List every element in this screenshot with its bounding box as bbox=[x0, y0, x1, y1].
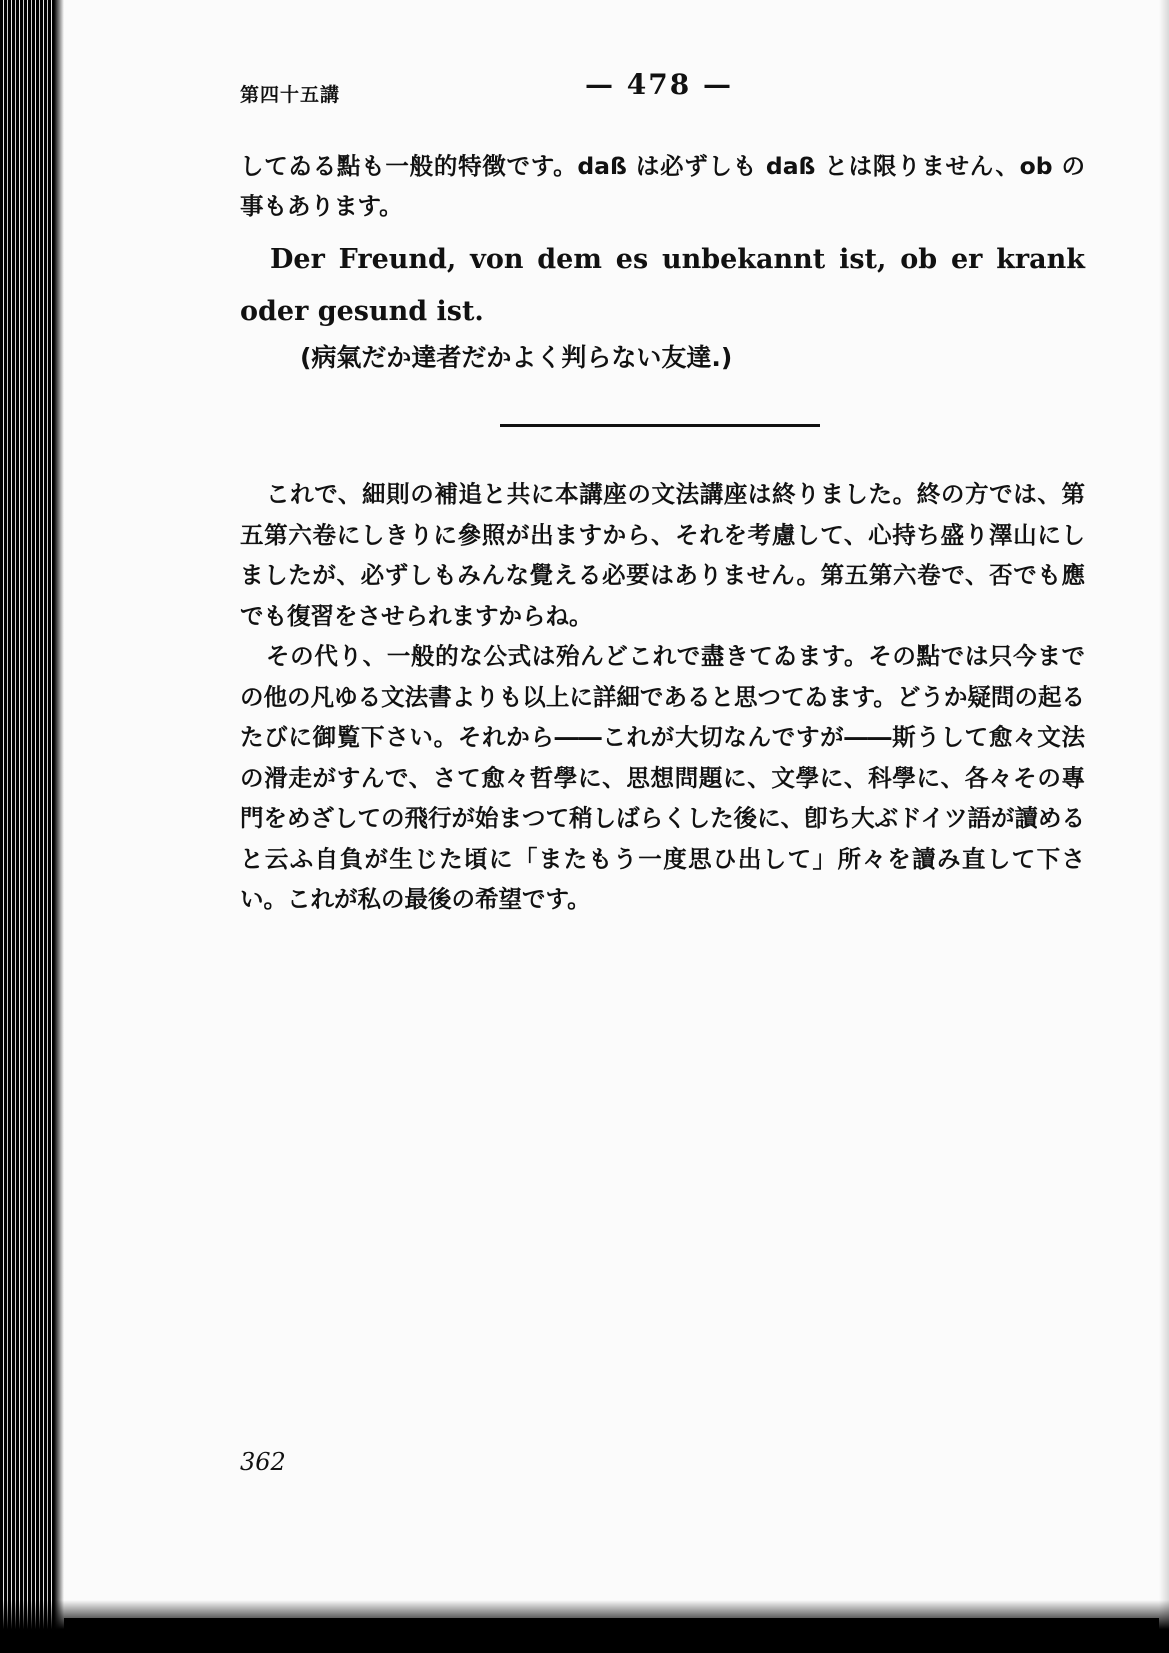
binding-gutter bbox=[0, 0, 60, 1653]
header-page-number: — 478 — bbox=[585, 68, 733, 101]
paragraph-2: これで、細則の補追と共に本講座の文法講座は終りました。終の方では、第五第六卷にしきりに參照が出ますから、それを考慮して、心持ち盛り澤山にしましたが、必ずしもみんな覺える必要はありません。第五第六卷で、否でも應でも復習をさせられますからね。 bbox=[240, 480, 1085, 630]
japanese-gloss: (病氣だか達者だかよく判らない友達.) bbox=[300, 343, 733, 372]
footer-page-number: 362 bbox=[240, 1448, 286, 1476]
section-divider bbox=[500, 424, 820, 427]
paragraph-3: その代り、一般的な公式は殆んどこれで盡きてゐます。その點では只今までの他の凡ゆる文法書よりも以上に詳細であると思つてゐます。どうか疑問の起るたびに御覧下さい。それから――これが大切なんですが――斯うして愈々文法の滑走がすんで、さて愈々哲學に、思想問題に、文學に、科學に、各々その專門をめざしての飛行が始まつて稍しばらくした後に、卽ち大ぶドイツ語が讀めると云ふ自負が生じた頃に「またもう一度思ひ出して」所々を讀み直して下さい。これが私の最後の希望です。 bbox=[240, 642, 1085, 913]
gutter-shadow bbox=[54, 0, 64, 1630]
paragraph-1: してゐる點も一般的特徴です。daß は必ずしも daß とは限りません、ob の事もあります。 bbox=[240, 152, 1085, 220]
chapter-heading: 第四十五講 bbox=[240, 84, 341, 106]
bottom-shadow bbox=[0, 1600, 1169, 1653]
german-example-sentence: Der Freund, von dem es unbekannt ist, ob er krank oder gesund ist. bbox=[240, 244, 1085, 327]
page-right-edge bbox=[1159, 0, 1169, 1640]
